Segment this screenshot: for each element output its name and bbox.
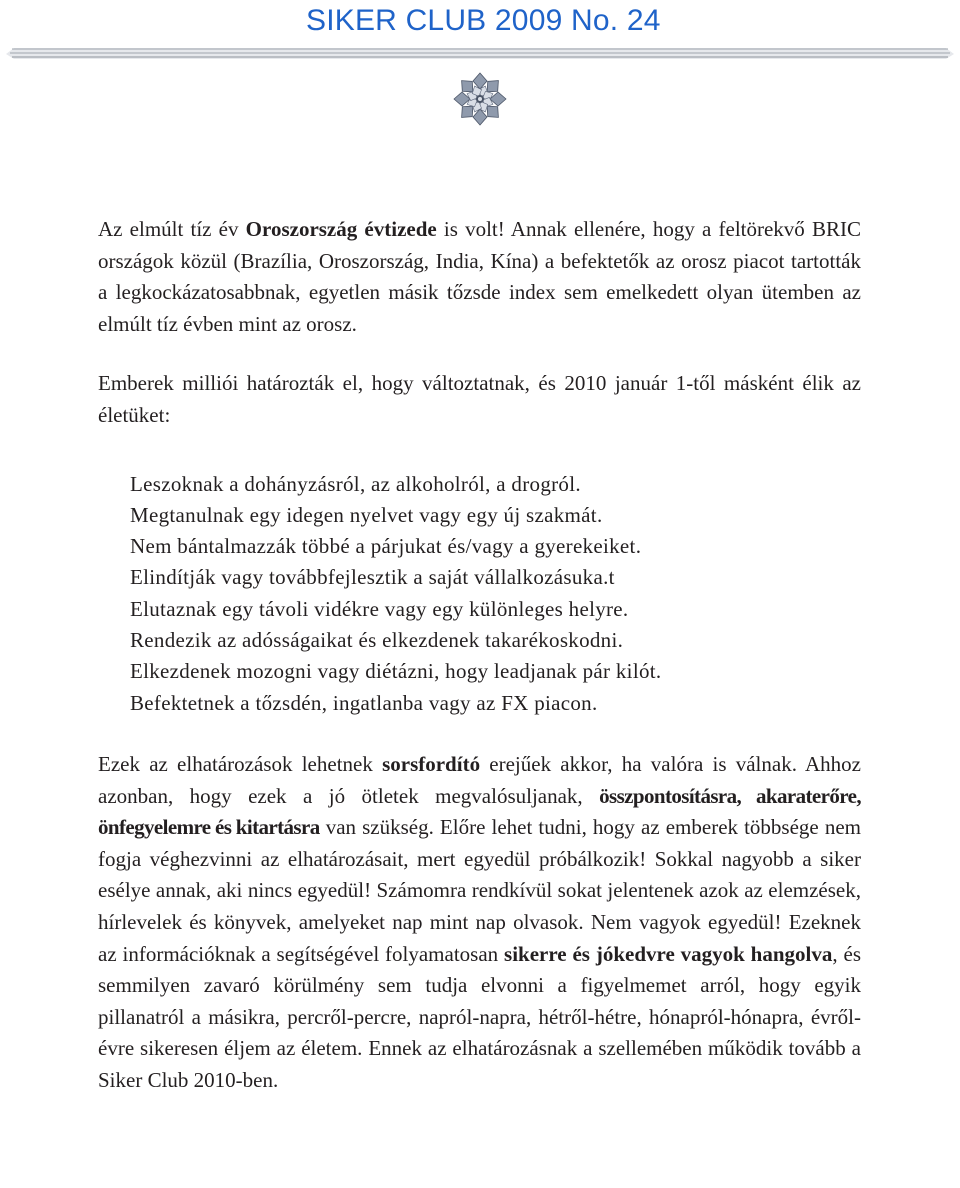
header-title: SIKER CLUB 2009 No. 24 (306, 4, 661, 37)
intro-bold-phrase: Oroszország évtizede (245, 217, 437, 241)
article-body (98, 214, 861, 1096)
closing-bold-1: sorsfordító (382, 751, 481, 776)
closing-bold-3: sikerre és jókedvre vagyok hangolva (504, 941, 833, 966)
header-rule (6, 45, 954, 61)
closing-text-2: erejűek akkor, ha valóra is válnak. Ahhoz azonban, hogy ezek a jó ötletek megvalósuljanak, (98, 751, 861, 808)
list-item: Megtanulnak egy idegen nyelvet vagy egy új szakmát. (130, 502, 603, 527)
closing-paragraph (98, 749, 861, 1097)
resolution-intro-paragraph: Emberek milliói határozták el, hogy változtatnak, és 2010 január 1-től másként élik az életüket: (98, 371, 861, 427)
diamond-flower-logo-icon (452, 71, 508, 127)
list-item: Rendezik az adósságaikat és elkezdenek takarékoskodni. (130, 628, 624, 653)
closing-bold-2: összpontosításra, akaraterőre, önfegyelemre és kitartásra (98, 783, 861, 840)
intro-text-end: is volt! Annak ellenére, hogy a feltörekvő BRIC országok közül (Brazília, Oroszország, India, Kína) a befektetők az orosz piacot tartották a legkockázatosabbnak, egyetlen másik tőzsde index sem emelkedett olyan ütemben az elmúlt tíz évben mint az orosz. (98, 217, 861, 336)
list-item: Elkezdenek mozogni vagy diétázni, hogy leadjanak pár kilót. (130, 659, 662, 684)
list-item: Elindítják vagy továbbfejlesztik a saját vállalkozásuka.t (130, 565, 615, 590)
list-item: Elutaznak egy távoli vidékre vagy egy különleges helyre. (130, 596, 629, 621)
intro-paragraph (98, 214, 861, 340)
resolution-list (130, 469, 861, 719)
closing-text-4: , és semmilyen zavaró körülmény sem tudja elvonni a figyelmemet arról, hogy egyik pillanatról a másikra, percről-percre, napról-napra, hétről-hétre, hónapról-hónapra, évről-évre sikeresen éljem az életem. Ennek az elhatározásnak a szellemében működik tovább a Siker Club 2010-ben. (98, 941, 861, 1092)
closing-text-1: Ezek az elhatározások lehetnek (98, 751, 383, 776)
list-item: Leszoknak a dohányzásról, az alkoholról, a drogról. (130, 471, 581, 496)
list-item: Befektetnek a tőzsdén, ingatlanba vagy az FX piacon. (130, 690, 598, 715)
list-item: Nem bántalmazzák többé a párjukat és/vagy a gyerekeiket. (130, 534, 642, 559)
closing-text-3: van szükség. Előre lehet tudni, hogy az emberek többsége nem fogja véghezvinni az elhatározásait, mert egyedül próbálkozik! Sokkal nagyobb a siker esélye annak, aki nincs egyedül! Számomra rendkívül sokat jelentenek azok az elemzések, hírlevelek és könyvek, amelyeket nap mint nap olvasok. Nem vagyok egyedül! Ezeknek az információknak a segítségével folyamatosan (98, 815, 861, 966)
intro-text-start: Az elmúlt tíz év (98, 217, 246, 241)
